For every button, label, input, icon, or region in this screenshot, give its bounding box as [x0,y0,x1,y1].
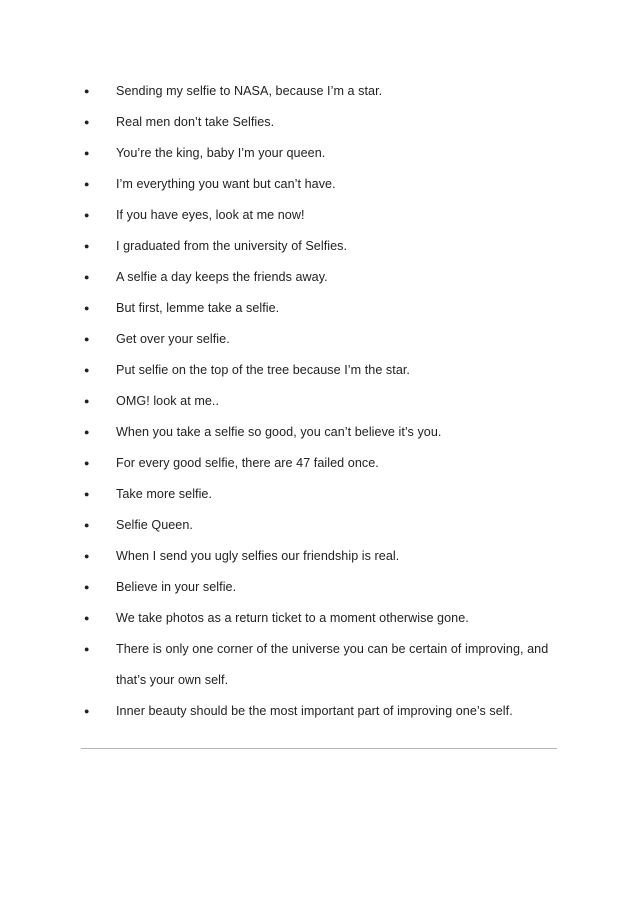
list-item [84,417,564,448]
bullet-icon: ● [84,117,90,127]
list-item [84,231,564,262]
bullet-icon: ● [84,179,90,189]
list-item [84,324,564,355]
bullet-icon: ● [84,613,90,623]
list-item [84,169,564,200]
list-item-text: For every good selfie, there are 47 failed once. [116,456,379,470]
list-item-text: I’m everything you want but can’t have. [116,177,336,191]
page-divider [81,748,557,749]
list-item-text: Selfie Queen. [116,518,193,532]
bullet-icon: ● [84,148,90,158]
list-item-text: Inner beauty should be the most important part of improving one’s self. [116,704,513,718]
list-item-text: Real men don’t take Selfies. [116,115,275,129]
bullet-icon: ● [84,520,90,530]
bullet-list [84,76,564,727]
list-item-text: I graduated from the university of Selfies. [116,239,348,253]
list-item-text: Get over your selfie. [116,332,230,346]
list-item-text: Take more selfie. [116,487,213,501]
list-item-text: Sending my selfie to NASA, because I’m a star. [116,84,383,98]
list-item [84,76,564,107]
list-item [84,479,564,510]
bullet-icon: ● [84,86,90,96]
list-item [84,510,564,541]
list-item [84,634,564,696]
list-item-text: There is only one corner of the universe you can be certain of improving, and that’s your own self. [116,642,549,687]
list-item-text: When you take a selfie so good, you can’t believe it’s you. [116,425,442,439]
list-item-text: If you have eyes, look at me now! [116,208,305,222]
list-item [84,386,564,417]
bullet-icon: ● [84,582,90,592]
list-item-text: We take photos as a return ticket to a moment otherwise gone. [116,611,469,625]
bullet-icon: ● [84,365,90,375]
list-item [84,107,564,138]
list-item-text: OMG! look at me.. [116,394,220,408]
list-item [84,293,564,324]
bullet-icon: ● [84,303,90,313]
list-item [84,355,564,386]
bullet-icon: ● [84,458,90,468]
list-item-text: Put selfie on the top of the tree because I’m the star. [116,363,410,377]
bullet-icon: ● [84,334,90,344]
list-item [84,696,564,727]
list-item [84,200,564,231]
list-item-text: When I send you ugly selfies our friendship is real. [116,549,400,563]
list-item [84,448,564,479]
bullet-icon: ● [84,241,90,251]
bullet-icon: ● [84,489,90,499]
list-item [84,138,564,169]
list-item [84,603,564,634]
bullet-icon: ● [84,706,90,716]
list-item [84,262,564,293]
bullet-icon: ● [84,396,90,406]
bullet-icon: ● [84,427,90,437]
list-item [84,541,564,572]
bullet-icon: ● [84,210,90,220]
list-item-text: A selfie a day keeps the friends away. [116,270,328,284]
list-item-text: But first, lemme take a selfie. [116,301,280,315]
list-item-text: You’re the king, baby I’m your queen. [116,146,326,160]
bullet-icon: ● [84,272,90,282]
list-item-text: Believe in your selfie. [116,580,237,594]
bullet-icon: ● [84,644,90,654]
list-item [84,572,564,603]
bullet-icon: ● [84,551,90,561]
